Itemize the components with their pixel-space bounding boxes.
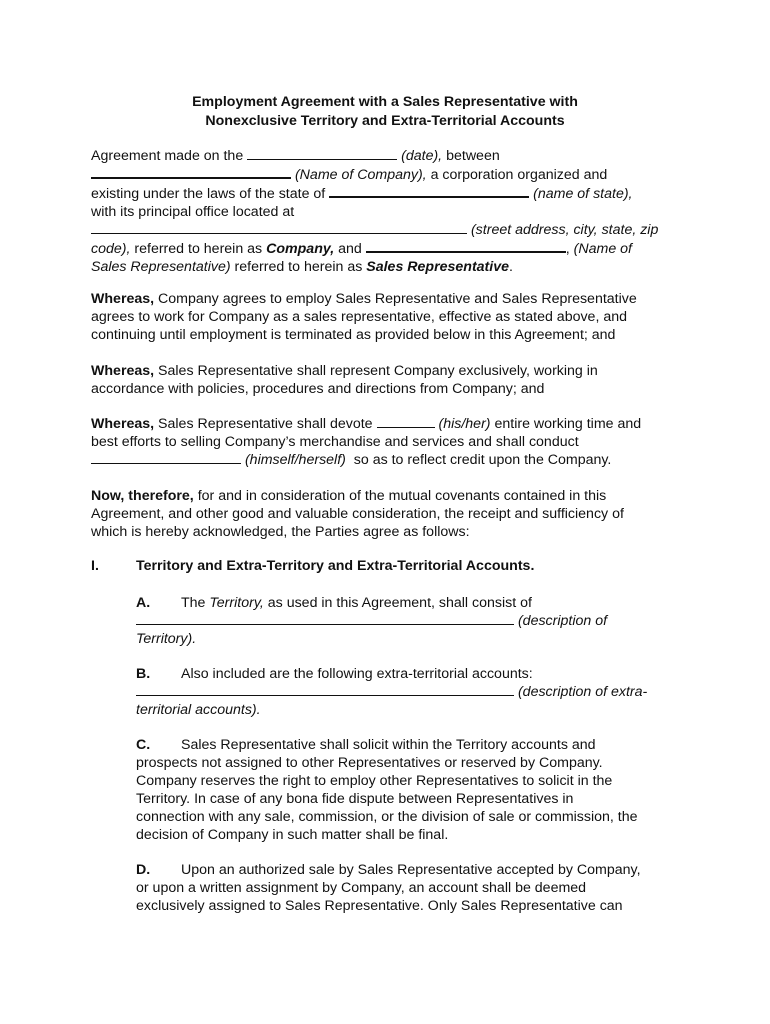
- section-number: I.: [91, 558, 99, 574]
- intro-text: between: [446, 148, 500, 164]
- territory-hint: Territory).: [136, 631, 197, 647]
- rep-name-hint: (Name of: [573, 241, 632, 257]
- intro-text: referred to herein as: [134, 241, 263, 257]
- pronoun-blank: [377, 415, 435, 428]
- para-text: best efforts to selling Company’s merchandise and services and shall conduct: [91, 434, 579, 450]
- company-name-blank: [91, 165, 291, 179]
- para-text: Upon an authorized sale by Sales Representative accepted by Company,: [181, 862, 641, 878]
- rep-name-hint: Sales Representative): [91, 259, 231, 275]
- comma: ,: [565, 241, 570, 257]
- whereas-lead: Whereas,: [91, 291, 155, 307]
- item-letter: A.: [136, 595, 151, 611]
- whereas-lead: Whereas,: [91, 416, 155, 432]
- state-hint: (name of state),: [533, 186, 633, 202]
- para-text: agrees to work for Company as a sales representative, effective as stated above, and: [91, 309, 628, 325]
- para-text: continuing until employment is terminated as provided below in this Agreement; and: [91, 327, 616, 343]
- item-a: [136, 594, 676, 648]
- para-text: prospects not assigned to other Representatives or reserved by Company.: [136, 755, 603, 771]
- para-text: as used in this Agreement, shall consist of: [267, 595, 532, 611]
- period: .: [509, 259, 513, 275]
- intro-text: with its principal office located at: [91, 204, 295, 220]
- section-title: Territory and Extra-Territory and Extra-Territorial Accounts.: [136, 558, 535, 574]
- title-line-2: Nonexclusive Territory and Extra-Territorial Accounts: [205, 112, 565, 129]
- para-text: Company reserves the right to employ other Representatives to solicit in the: [136, 773, 613, 789]
- intro-text: existing under the laws of the state of: [91, 186, 326, 202]
- para-text: for and in consideration of the mutual covenants contained in this: [197, 488, 607, 504]
- reflexive-hint: (himself/herself): [244, 452, 346, 468]
- para-text: or upon a written assignment by Company, an account shall be deemed: [136, 880, 587, 896]
- date-blank: [247, 147, 397, 160]
- intro-paragraph: [91, 147, 681, 276]
- item-letter: D.: [136, 862, 151, 878]
- address-hint: (street address, city, state, zip: [470, 222, 659, 238]
- intro-text: referred to herein as: [234, 259, 363, 275]
- address-hint: code),: [91, 241, 131, 257]
- rep-term: Sales Representative: [366, 259, 510, 275]
- para-text: accordance with policies, procedures and directions from Company; and: [91, 381, 545, 397]
- item-b: [136, 665, 676, 719]
- para-text: Sales Representative shall represent Company exclusively, working in: [158, 363, 598, 379]
- whereas-paragraph-2: [91, 362, 681, 398]
- accounts-hint: territorial accounts).: [136, 702, 261, 718]
- now-therefore-lead: Now, therefore,: [91, 488, 194, 504]
- accounts-blank: [136, 683, 514, 696]
- para-text: Territory. In case of any bona fide dispute between Representatives in: [136, 791, 574, 807]
- para-text: Agreement, and other good and valuable consideration, the receipt and sufficiency of: [91, 506, 624, 522]
- reflexive-blank: [91, 451, 241, 464]
- intro-text: a corporation organized and: [430, 167, 608, 183]
- whereas-lead: Whereas,: [91, 363, 155, 379]
- pronoun-hint: (his/her): [438, 416, 491, 432]
- item-d: [136, 861, 676, 915]
- territory-hint: (description of: [517, 613, 608, 629]
- para-text: so as to reflect credit upon the Company.: [353, 452, 612, 468]
- document-title: [90, 93, 680, 130]
- territory-blank: [136, 612, 514, 625]
- company-name-hint: (Name of Company),: [294, 167, 427, 183]
- para-text: connection with any sale, commission, or the division of sale or commission, the: [136, 809, 638, 825]
- title-line-1: Employment Agreement with a Sales Representative with: [192, 94, 578, 110]
- item-letter: C.: [136, 737, 151, 753]
- para-text: Also included are the following extra-territorial accounts:: [181, 666, 533, 682]
- para-text: entire working time and: [494, 416, 642, 432]
- address-blank: [91, 221, 467, 234]
- whereas-paragraph-3: [91, 415, 681, 469]
- para-text: which is hereby acknowledged, the Parties agree as follows:: [91, 524, 470, 540]
- intro-text: and: [338, 241, 362, 257]
- accounts-hint: (description of extra-: [517, 684, 648, 700]
- now-therefore-paragraph: [91, 487, 681, 541]
- para-text: exclusively assigned to Sales Representative. Only Sales Representative can: [136, 898, 623, 914]
- para-text: Sales Representative shall solicit within the Territory accounts and: [181, 737, 596, 753]
- para-text: Company agrees to employ Sales Representative and Sales Representative: [158, 291, 637, 307]
- rep-name-blank: [366, 239, 566, 253]
- intro-text: Agreement made on the: [91, 148, 244, 164]
- territory-term: Territory,: [209, 595, 264, 611]
- whereas-paragraph-1: [91, 290, 681, 344]
- state-blank: [329, 184, 529, 198]
- para-text: Sales Representative shall devote: [158, 416, 373, 432]
- para-text: decision of Company in such matter shall be final.: [136, 827, 449, 843]
- item-letter: B.: [136, 666, 151, 682]
- date-hint: (date),: [401, 148, 443, 164]
- item-c: [136, 736, 676, 844]
- company-term: Company,: [266, 241, 335, 257]
- para-text: The: [181, 595, 206, 611]
